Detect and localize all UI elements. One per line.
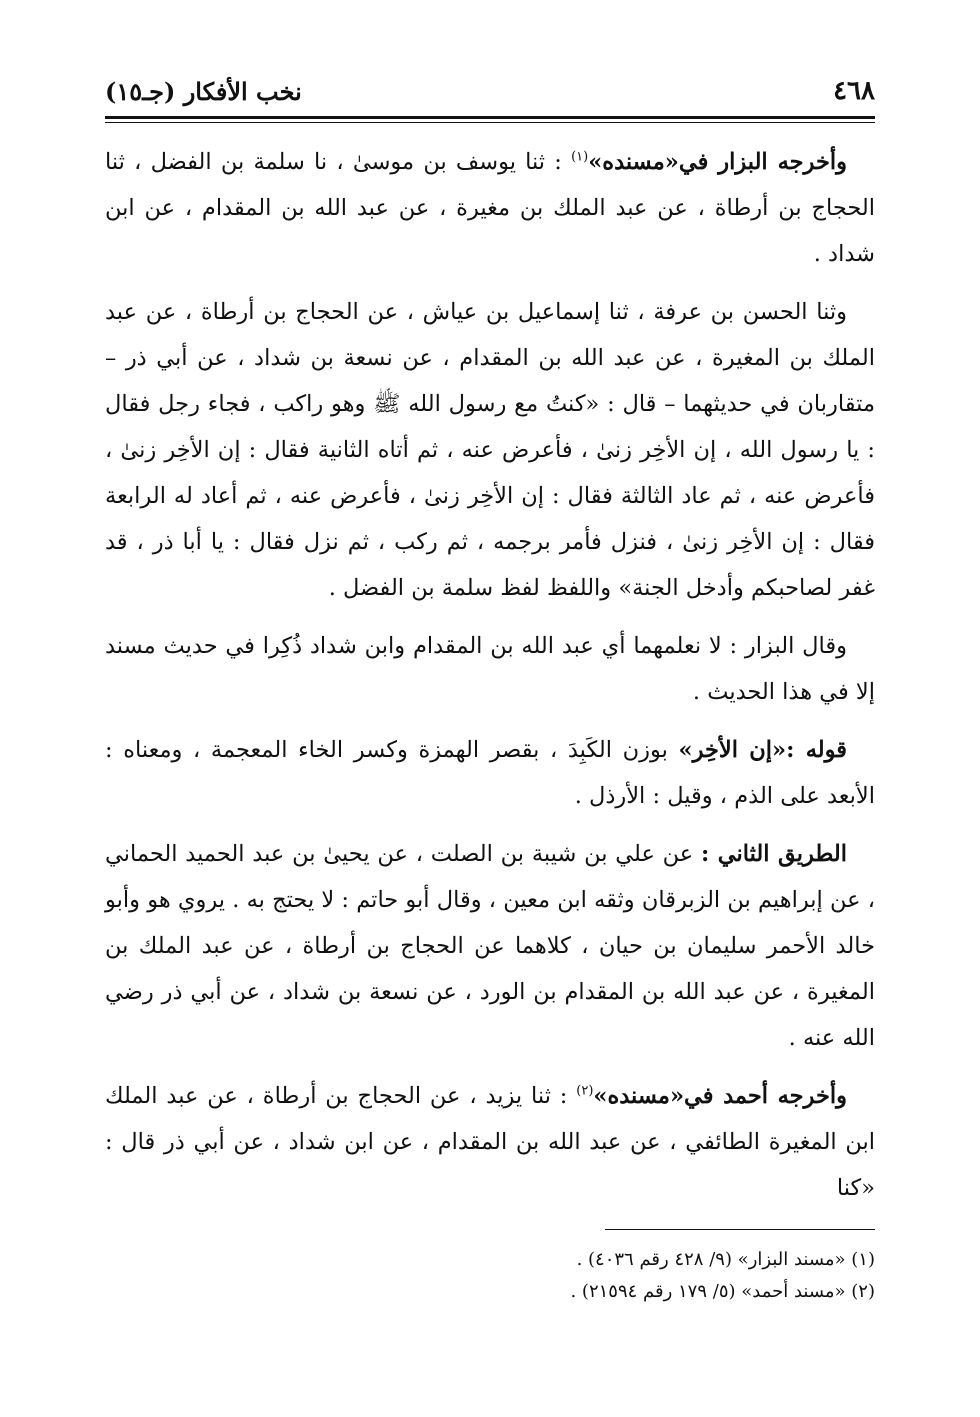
paragraph-lead: وأخرجه أحمد في«مسنده» <box>593 1083 847 1109</box>
paragraph-text: بوزن الكَبِدَ ، بقصر الهمزة وكسر الخاء المعجمة ، ومعناه : الأبعد على الذم ، وقيل : الأرذل . <box>105 737 875 809</box>
paragraph-text: وثنا الحسن بن عرفة ، ثنا إسماعيل بن عياش ، عن الحجاج بن أرطاة ، عن عبد الملك بن المغيرة ، عن عبد الله بن المقدام ، عن نسعة بن شداد ، عن أبي ذر – متقاربان في حديثهما – قال : «كنتُ مع رسول الله ﷺ وهو راكب ، فجاء رجل فقال : يا رسول الله ، إن الأخِر زنىٰ ، فأعرض عنه ، ثم أتاه الثانية فقال : إن الأخِر زنىٰ ، فأعرض عنه ، ثم عاد الثالثة فقال : إن الأخِر زنىٰ ، فأعرض عنه ، ثم أعاد له الرابعة فقال : إن الأخِر زنىٰ ، فنزل فأمر برجمه ، ثم ركب ، ثم نزل فقال : يا أبا ذر ، قد غفر لصاحبكم وأدخل الجنة» واللفظ لفظ سلمة بن الفضل . <box>105 299 875 601</box>
paragraph-lead: قوله :«إن الأخِر» <box>678 737 848 763</box>
page-header <box>105 70 875 114</box>
header-rule-thin <box>105 122 875 123</box>
paragraph-text: : ثنا يزيد ، عن الحجاج بن أرطاة ، عن عبد الملك ابن المغيرة الطائفي ، عن عبد الله بن المقدام ، عن ابن شداد ، عن أبي ذر قال : «كنا <box>105 1083 875 1201</box>
footnote: (٢) «مسند أحمد» (٥/ ١٧٩ رقم ٢١٥٩٤) . <box>570 1281 875 1302</box>
paragraph <box>105 727 875 819</box>
header-rule-thick <box>105 116 875 119</box>
footnote-separator <box>605 1229 875 1230</box>
footnote-ref: (١) <box>571 149 589 165</box>
paragraph-lead: وأخرجه البزار في«مسنده» <box>588 149 847 175</box>
footnote-ref: (٢) <box>576 1083 594 1099</box>
footnote: (١) «مسند البزار» (٩/ ٤٢٨ رقم ٤٠٣٦) . <box>576 1249 875 1270</box>
paragraph <box>105 623 875 715</box>
book-title: نخب الأفكار (جـ١٥) <box>105 77 302 106</box>
paragraph-text: عن علي بن شيبة بن الصلت ، عن يحيىٰ بن عبد الحميد الحماني ، عن إبراهيم بن الزبرقان وثقه ابن معين ، وقال أبو حاتم : لا يحتج به . يروي هو وأبو خالد الأحمر سليمان بن حيان ، كلاهما عن الحجاج بن أرطاة ، عن عبد الملك بن المغيرة ، عن عبد الله بن المقدام بن الورد ، عن نسعة بن شداد ، عن أبي ذر رضي الله عنه . <box>105 841 875 1051</box>
paragraph <box>105 289 875 611</box>
paragraph <box>105 139 875 277</box>
paragraph <box>105 1073 875 1211</box>
page-number: ٤٦٨ <box>833 76 875 106</box>
paragraph <box>105 831 875 1061</box>
paragraph-lead: الطريق الثاني : <box>701 841 847 867</box>
body-text <box>105 139 875 1211</box>
footnotes <box>105 1244 875 1308</box>
paragraph-text: وقال البزار : لا نعلمهما أي عبد الله بن المقدام وابن شداد ذُكِرا في حديث مسند إلا في هذا الحديث . <box>105 633 875 705</box>
paragraph-text: : ثنا يوسف بن موسىٰ ، نا سلمة بن الفضل ، ثنا الحجاج بن أرطاة ، عن عبد الملك بن مغيرة ، عن عبد الله بن المقدام ، عن ابن شداد . <box>105 149 875 267</box>
